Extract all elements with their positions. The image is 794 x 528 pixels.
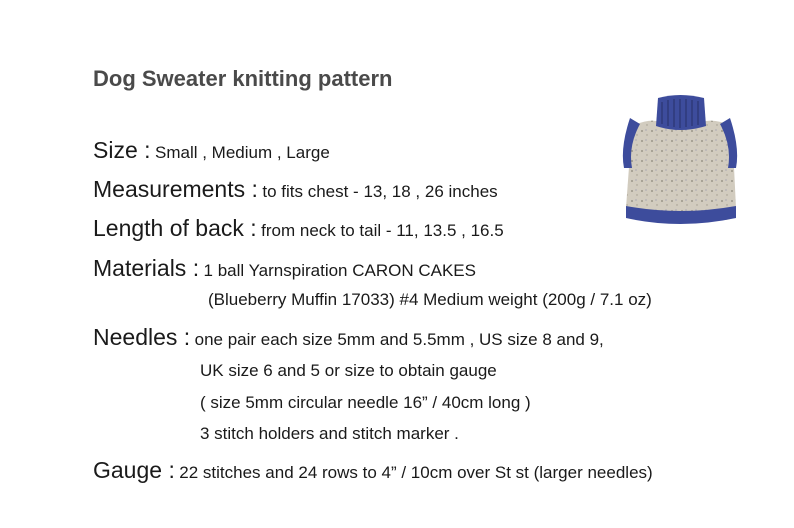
length-row (93, 215, 504, 242)
size-label: Size : (93, 137, 151, 163)
page-title: Dog Sweater knitting pattern (93, 66, 393, 91)
gauge-value: 22 stitches and 24 rows to 4” / 10cm over St st (larger needles) (179, 463, 653, 482)
needles-line: UK size 6 and 5 or size to obtain gauge (200, 361, 497, 380)
gauge-label: Gauge : (93, 457, 175, 483)
measurements-value: to fits chest - 13, 18 , 26 inches (262, 182, 498, 201)
measurements-label: Measurements : (93, 176, 258, 202)
needles-label: Needles : (93, 324, 191, 350)
dog-sweater-image (610, 88, 750, 233)
size-row (93, 137, 330, 164)
materials-line: (Blueberry Muffin 17033) #4 Medium weight (200g / 7.1 oz) (208, 290, 652, 309)
needles-line: ( size 5mm circular needle 16” / 40cm long ) (200, 393, 531, 412)
materials-value: 1 ball Yarnspiration CARON CAKES (203, 261, 476, 280)
gauge-row (93, 457, 653, 484)
length-label: Length of back : (93, 215, 257, 241)
size-value: Small , Medium , Large (154, 143, 330, 162)
length-value: from neck to tail - 11, 13.5 , 16.5 (261, 221, 504, 240)
materials-row (93, 255, 476, 282)
materials-label: Materials : (93, 255, 200, 281)
measurements-row (93, 176, 498, 203)
needles-value: one pair each size 5mm and 5.5mm , US size 8 and 9, (194, 330, 604, 349)
needles-row (93, 324, 604, 351)
needles-line: 3 stitch holders and stitch marker . (200, 424, 459, 443)
